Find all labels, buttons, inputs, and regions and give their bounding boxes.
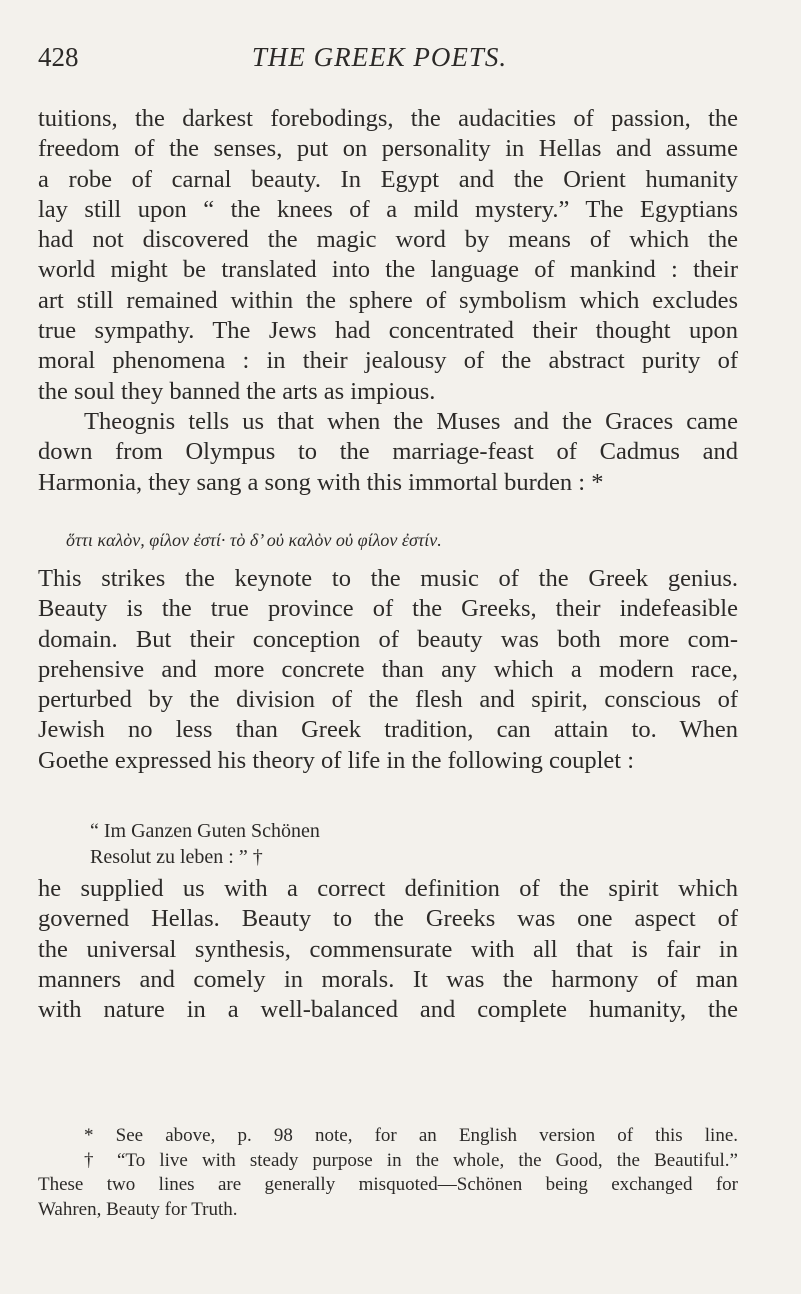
text-line: Goethe expressed his theory of life in the following couplet : xyxy=(38,746,635,774)
text-line: the soul they banned the arts as impious. xyxy=(38,377,436,405)
text-line: down from Olympus to the marriage-feast of Cadmus and xyxy=(38,438,738,466)
text-line: lay still upon “ the knees of a mild mystery.” The Egyptians xyxy=(38,195,738,223)
text-line: he supplied us with a correct definition of the spirit which xyxy=(38,875,738,902)
text-line: Jewish no less than Greek tradition, can attain to. When xyxy=(38,716,738,744)
footnote-line: These two lines are generally misquoted—Schönen being exchanged for xyxy=(38,1174,738,1195)
text-line: perturbed by the division of the flesh and spirit, conscious of xyxy=(38,686,738,714)
text-line: world might be translated into the language of mankind : their xyxy=(38,256,738,284)
text-line: Harmonia, they sang a song with this immortal burden : * xyxy=(38,468,604,496)
running-title: THE GREEK POETS. xyxy=(251,42,508,72)
paragraph-1 xyxy=(38,104,738,498)
greek-quotation: ὅττι καλὸν, φίλον ἐστί· τὸ δ’ οὐ καλὸν οὐ φίλον ἐστίν. xyxy=(66,530,442,550)
footnotes xyxy=(38,1124,738,1222)
text-line: manners and comely in morals. It was the harmony of man xyxy=(38,965,738,993)
goethe-verse xyxy=(90,818,320,870)
text-line: with nature in a well-balanced and complete humanity, the xyxy=(38,996,738,1024)
verse-line: Resolut zu leben : ” † xyxy=(90,846,263,868)
footnote-line: Wahren, Beauty for Truth. xyxy=(38,1198,238,1220)
page-header xyxy=(38,42,721,82)
text-line: Beauty is the true province of the Greeks, their indefeasible xyxy=(38,595,738,623)
footnote-line: † “To live with steady purpose in the whole, the Good, the Beautiful.” xyxy=(84,1149,738,1171)
text-line: domain. But their conception of beauty was both more com- xyxy=(38,625,738,653)
text-line: This strikes the keynote to the music of the Greek genius. xyxy=(38,565,738,592)
text-line: true sympathy. The Jews had concentrated their thought upon xyxy=(38,317,738,345)
text-line: prehensive and more concrete than any which a modern race, xyxy=(38,655,738,683)
text-line: governed Hellas. Beauty to the Greeks was one aspect of xyxy=(38,905,738,933)
paragraph-4 xyxy=(38,874,738,1025)
verse-line: “ Im Ganzen Guten Schönen xyxy=(90,820,320,842)
page-number: 428 xyxy=(38,42,79,72)
paragraph-3 xyxy=(38,564,738,776)
text-line: a robe of carnal beauty. In Egypt and the Orient humanity xyxy=(38,165,738,193)
text-line: Theognis tells us that when the Muses and the Graces came xyxy=(84,407,738,435)
footnote-line: * See above, p. 98 note, for an English version of this line. xyxy=(84,1125,738,1146)
text-line: tuitions, the darkest forebodings, the audacities of passion, the xyxy=(38,105,738,132)
text-line: freedom of the senses, put on personality in Hellas and assume xyxy=(38,135,738,163)
text-line: the universal synthesis, commensurate with all that is fair in xyxy=(38,935,738,963)
text-line: art still remained within the sphere of symbolism which excludes xyxy=(38,286,738,314)
text-line: had not discovered the magic word by means of which the xyxy=(38,226,738,254)
text-line: moral phenomena : in their jealousy of the abstract purity of xyxy=(38,347,738,375)
